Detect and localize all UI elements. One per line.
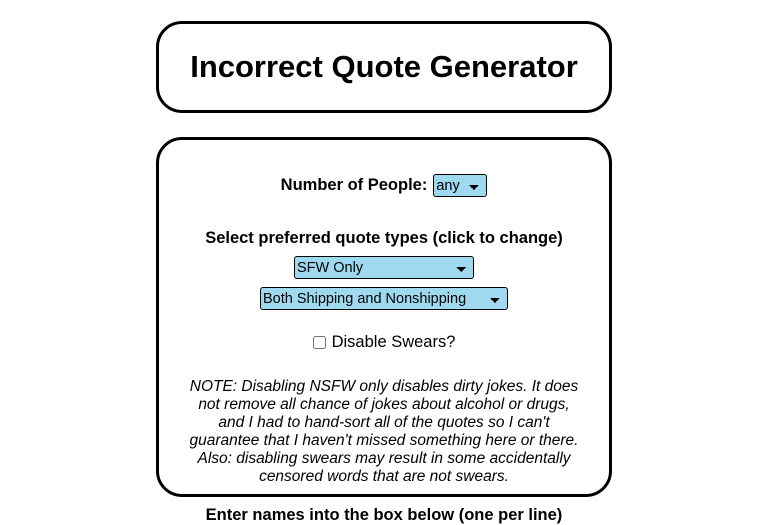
shipping-filter-select[interactable] (260, 287, 508, 310)
sfw-select-row (173, 256, 595, 279)
shipping-select-row (173, 287, 595, 310)
sfw-filter-select[interactable] (294, 256, 474, 279)
number-of-people-label: Number of People: (280, 176, 428, 194)
quote-types-heading: Select preferred quote types (click to change) (205, 229, 563, 247)
number-of-people-select[interactable] (433, 174, 487, 197)
disable-swears-checkbox[interactable] (313, 336, 326, 349)
nsfw-note-text: NOTE: Disabling NSFW only disables dirty jokes. It does not remove all chance of jokes about alcohol or drugs, and I had to hand-sort all of the quotes so I can't guarantee that I haven't missed something here or there. Also: disabling swears may result in some accidentally censored words that are not swears. (189, 378, 579, 485)
disable-swears-row (173, 333, 595, 352)
title-panel (156, 21, 612, 113)
generator-form-panel (156, 137, 612, 524)
disable-swears-label: Disable Swears? (331, 333, 456, 351)
number-of-people-row (173, 174, 595, 197)
enter-names-label: Enter names into the box below (one per line) (205, 506, 563, 524)
page-title: Incorrect Quote Generator (190, 49, 578, 84)
